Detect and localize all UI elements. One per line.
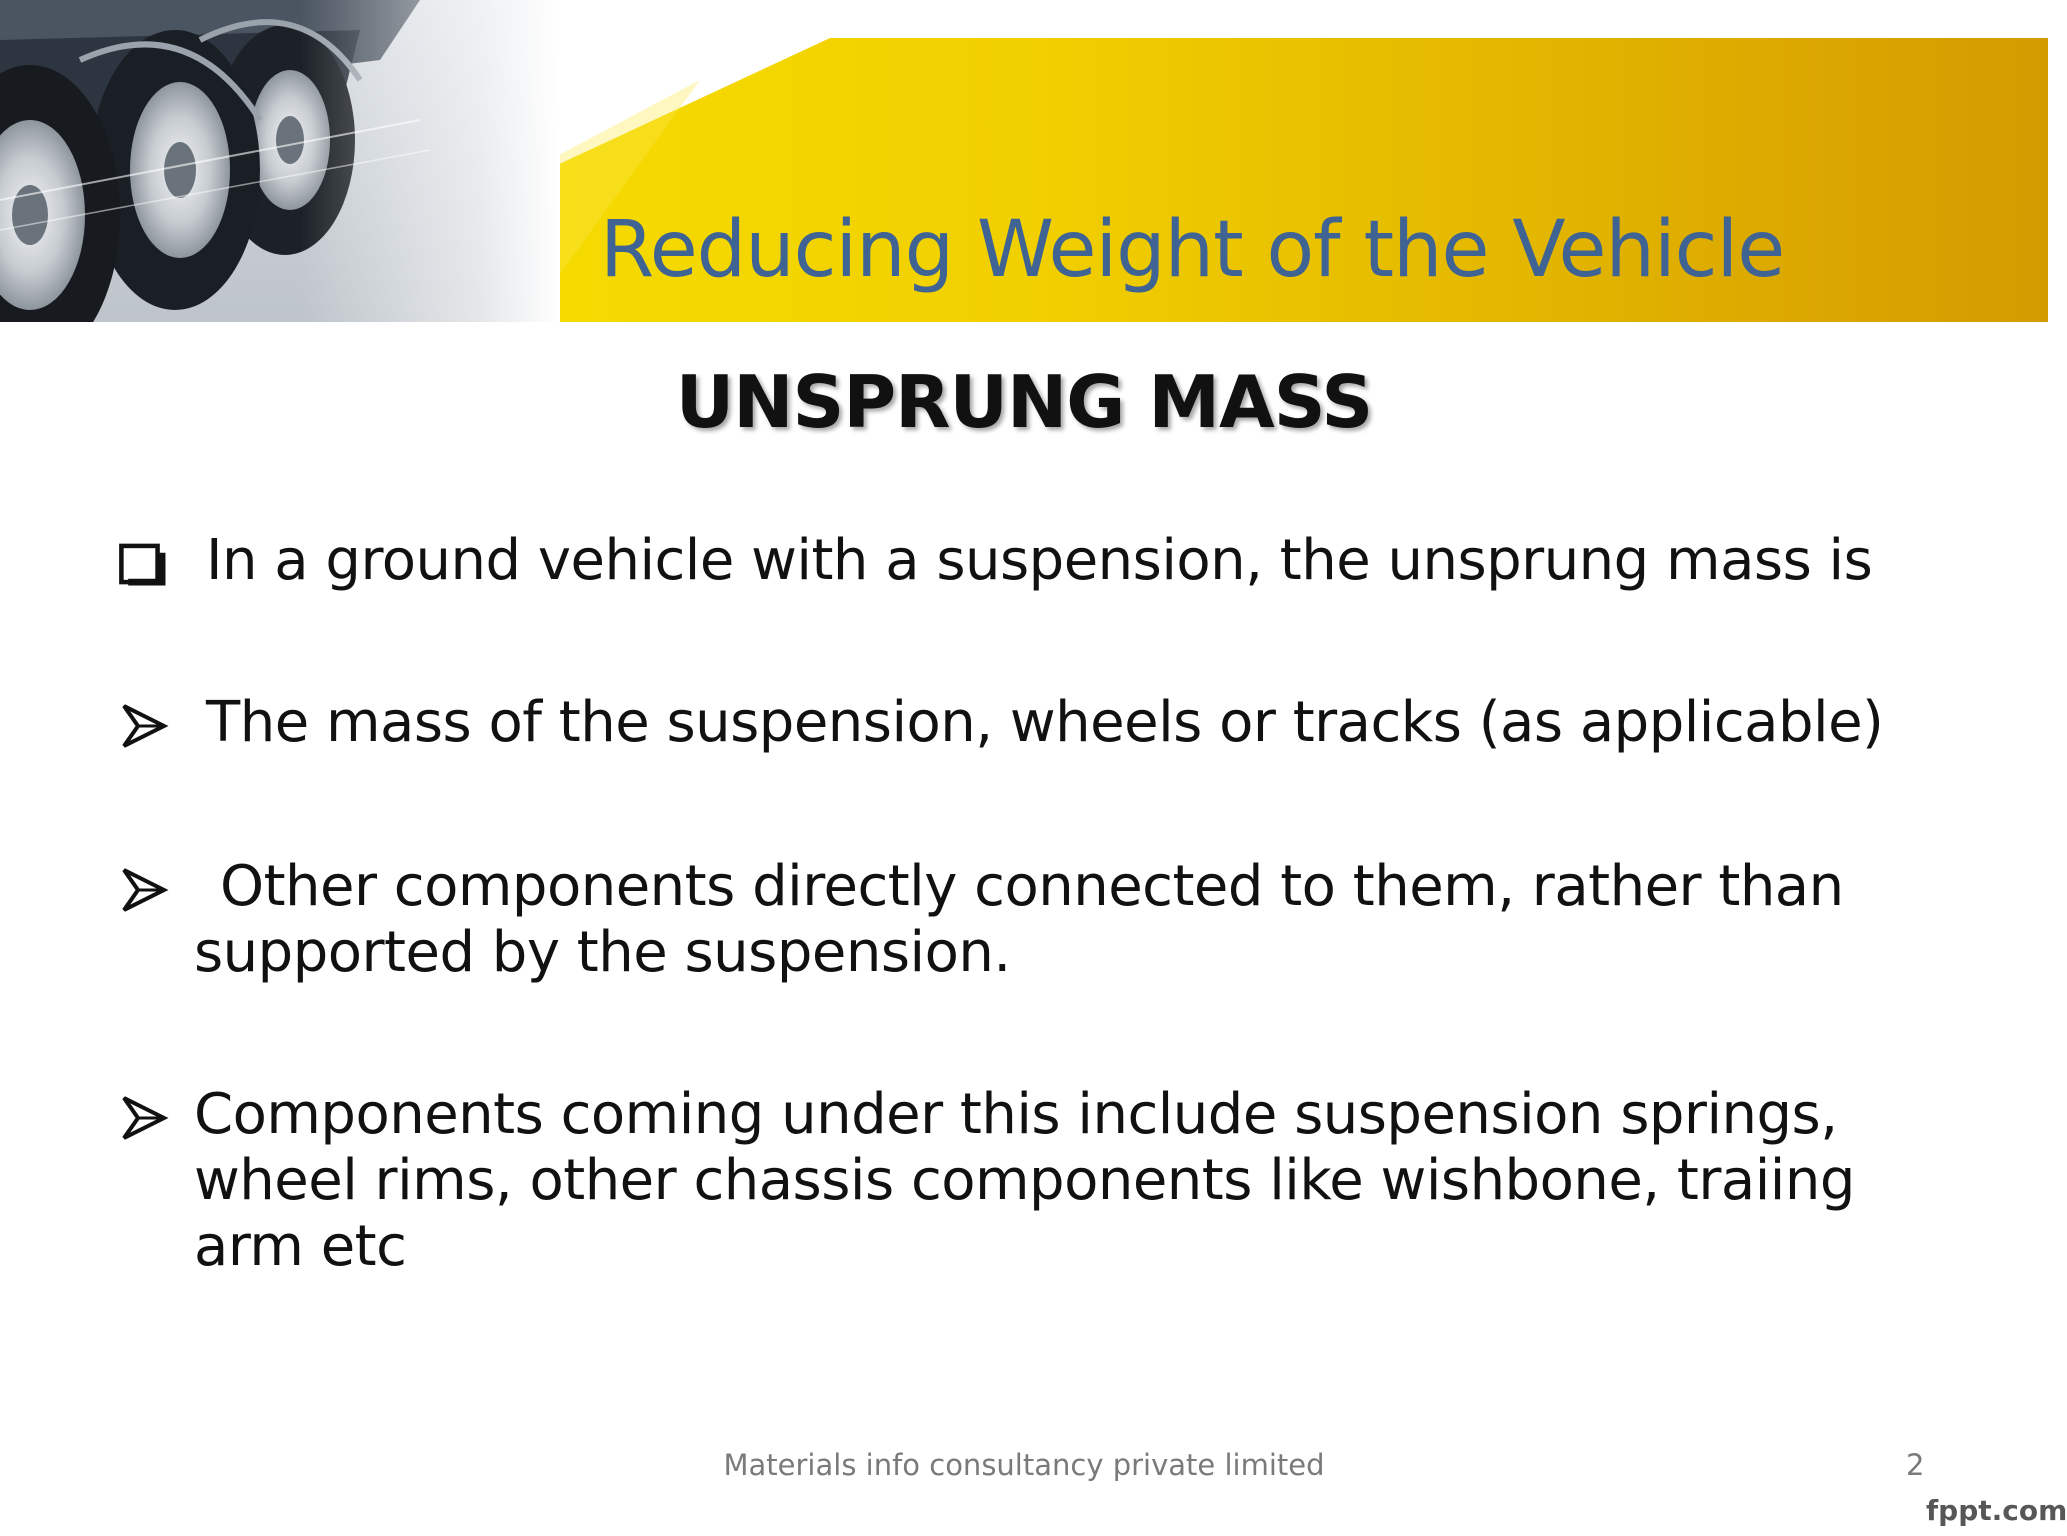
bullet-text: In a ground vehicle with a suspension, the unsprung mass is — [206, 528, 1873, 593]
bullet-text-line: supported by the suspension. — [194, 920, 1011, 985]
bullet-list — [118, 528, 1938, 1280]
arrow-bullet-icon — [118, 1092, 170, 1144]
arrow-bullet-icon — [118, 700, 170, 752]
truck-wheels-image — [0, 0, 560, 375]
page-number: 2 — [1906, 1448, 1925, 1482]
bullet-item — [118, 854, 1938, 986]
bullet-text: The mass of the suspension, wheels or tracks (as applicable) — [206, 690, 1884, 755]
bullet-text-line: arm etc — [194, 1214, 407, 1279]
bullet-text-line: Components coming under this include suspension springs, — [194, 1082, 1838, 1147]
header-banner — [0, 0, 2048, 380]
bullet-text-line: Other components directly connected to them, rather than — [220, 854, 1844, 919]
slide-subtitle: UNSPRUNG MASS — [675, 360, 1373, 444]
bullet-text-line: wheel rims, other chassis components like wishbone, traiing — [194, 1148, 1855, 1213]
bullet-item — [118, 690, 1938, 756]
bullet-item — [118, 1082, 1938, 1280]
arrow-bullet-icon — [118, 864, 170, 916]
bullet-item — [118, 528, 1938, 594]
box-bullet-icon — [118, 538, 170, 590]
slide-title: Reducing Weight of the Vehicle — [600, 205, 1785, 295]
watermark-logo: fppt.com — [1926, 1494, 2067, 1527]
slide-footer: Materials info consultancy private limited — [723, 1448, 1325, 1482]
